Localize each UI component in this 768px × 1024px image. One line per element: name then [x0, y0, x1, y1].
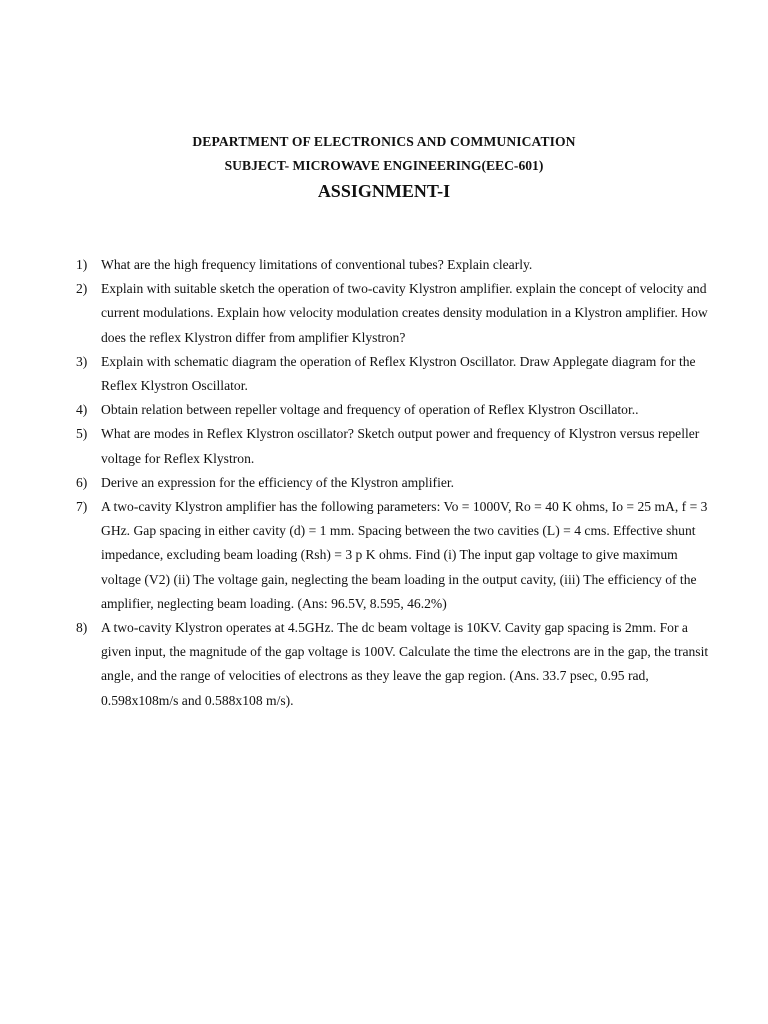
question-item	[76, 398, 716, 422]
question-number: 4)	[76, 402, 88, 418]
question-text: What are modes in Reflex Klystron oscillator? Sketch output power and frequency of Klystron versus repeller voltage for Reflex Klystron.	[101, 426, 700, 466]
question-text: A two-cavity Klystron amplifier has the following parameters: Vo = 1000V, Ro = 40 K ohms, Io = 25 mA, f = 3 GHz. Gap spacing in either cavity (d) = 1 mm. Spacing between the two cavities (L) = 4 cms. Effective shunt impedance, excluding beam loading (Rsh) = 3 p K ohms. Find (i) The input gap voltage to give maximum voltage (V2) (ii) The voltage gain, neglecting the beam loading in the output cavity, (iii) The efficiency of the amplifier, neglecting beam loading. (Ans: 96.5V, 8.595, 46.2%)	[101, 499, 708, 611]
question-number: 7)	[76, 499, 88, 515]
question-item	[76, 471, 716, 495]
question-text: What are the high frequency limitations of conventional tubes? Explain clearly.	[101, 257, 533, 272]
question-text: Explain with suitable sketch the operation of two-cavity Klystron amplifier. explain the concept of velocity and current modulations. Explain how velocity modulation creates density modulation in a Klystron amplifier. How does the reflex Klystron differ from amplifier Klystron?	[101, 281, 708, 345]
assignment-title: ASSIGNMENT-I	[317, 181, 451, 201]
question-item	[76, 422, 716, 470]
question-text: A two-cavity Klystron operates at 4.5GHz. The dc beam voltage is 10KV. Cavity gap spacing is 2mm. For a given input, the magnitude of the gap voltage is 100V. Calculate the time the electrons are in the gap, the transit angle, and the range of velocities of electrons as they leave the gap region. (Ans. 33.7 psec, 0.95 rad, 0.598x108m/s and 0.588x108 m/s).	[101, 620, 709, 708]
question-number: 8)	[76, 620, 88, 636]
question-item	[76, 495, 716, 616]
question-list	[76, 253, 716, 713]
question-text: Obtain relation between repeller voltage and frequency of operation of Reflex Klystron Oscillator..	[101, 402, 639, 418]
question-text: Derive an expression for the efficiency of the Klystron amplifier.	[101, 474, 455, 490]
question-item	[76, 277, 716, 350]
question-text: Explain with schematic diagram the operation of Reflex Klystron Oscillator. Draw Applegate diagram for the Reflex Klystron Oscillator.	[101, 353, 696, 394]
department-heading: DEPARTMENT OF ELECTRONICS AND COMMUNICATION	[192, 134, 576, 149]
question-number: 2)	[76, 281, 88, 297]
question-number: 3)	[76, 353, 88, 369]
question-number: 6)	[76, 474, 88, 490]
question-item	[76, 253, 716, 277]
question-item	[76, 350, 716, 398]
question-item	[76, 616, 716, 713]
question-number: 5)	[76, 426, 88, 442]
subject-heading: SUBJECT- MICROWAVE ENGINEERING(EEC-601)	[224, 158, 544, 173]
question-number: 1)	[76, 257, 88, 272]
